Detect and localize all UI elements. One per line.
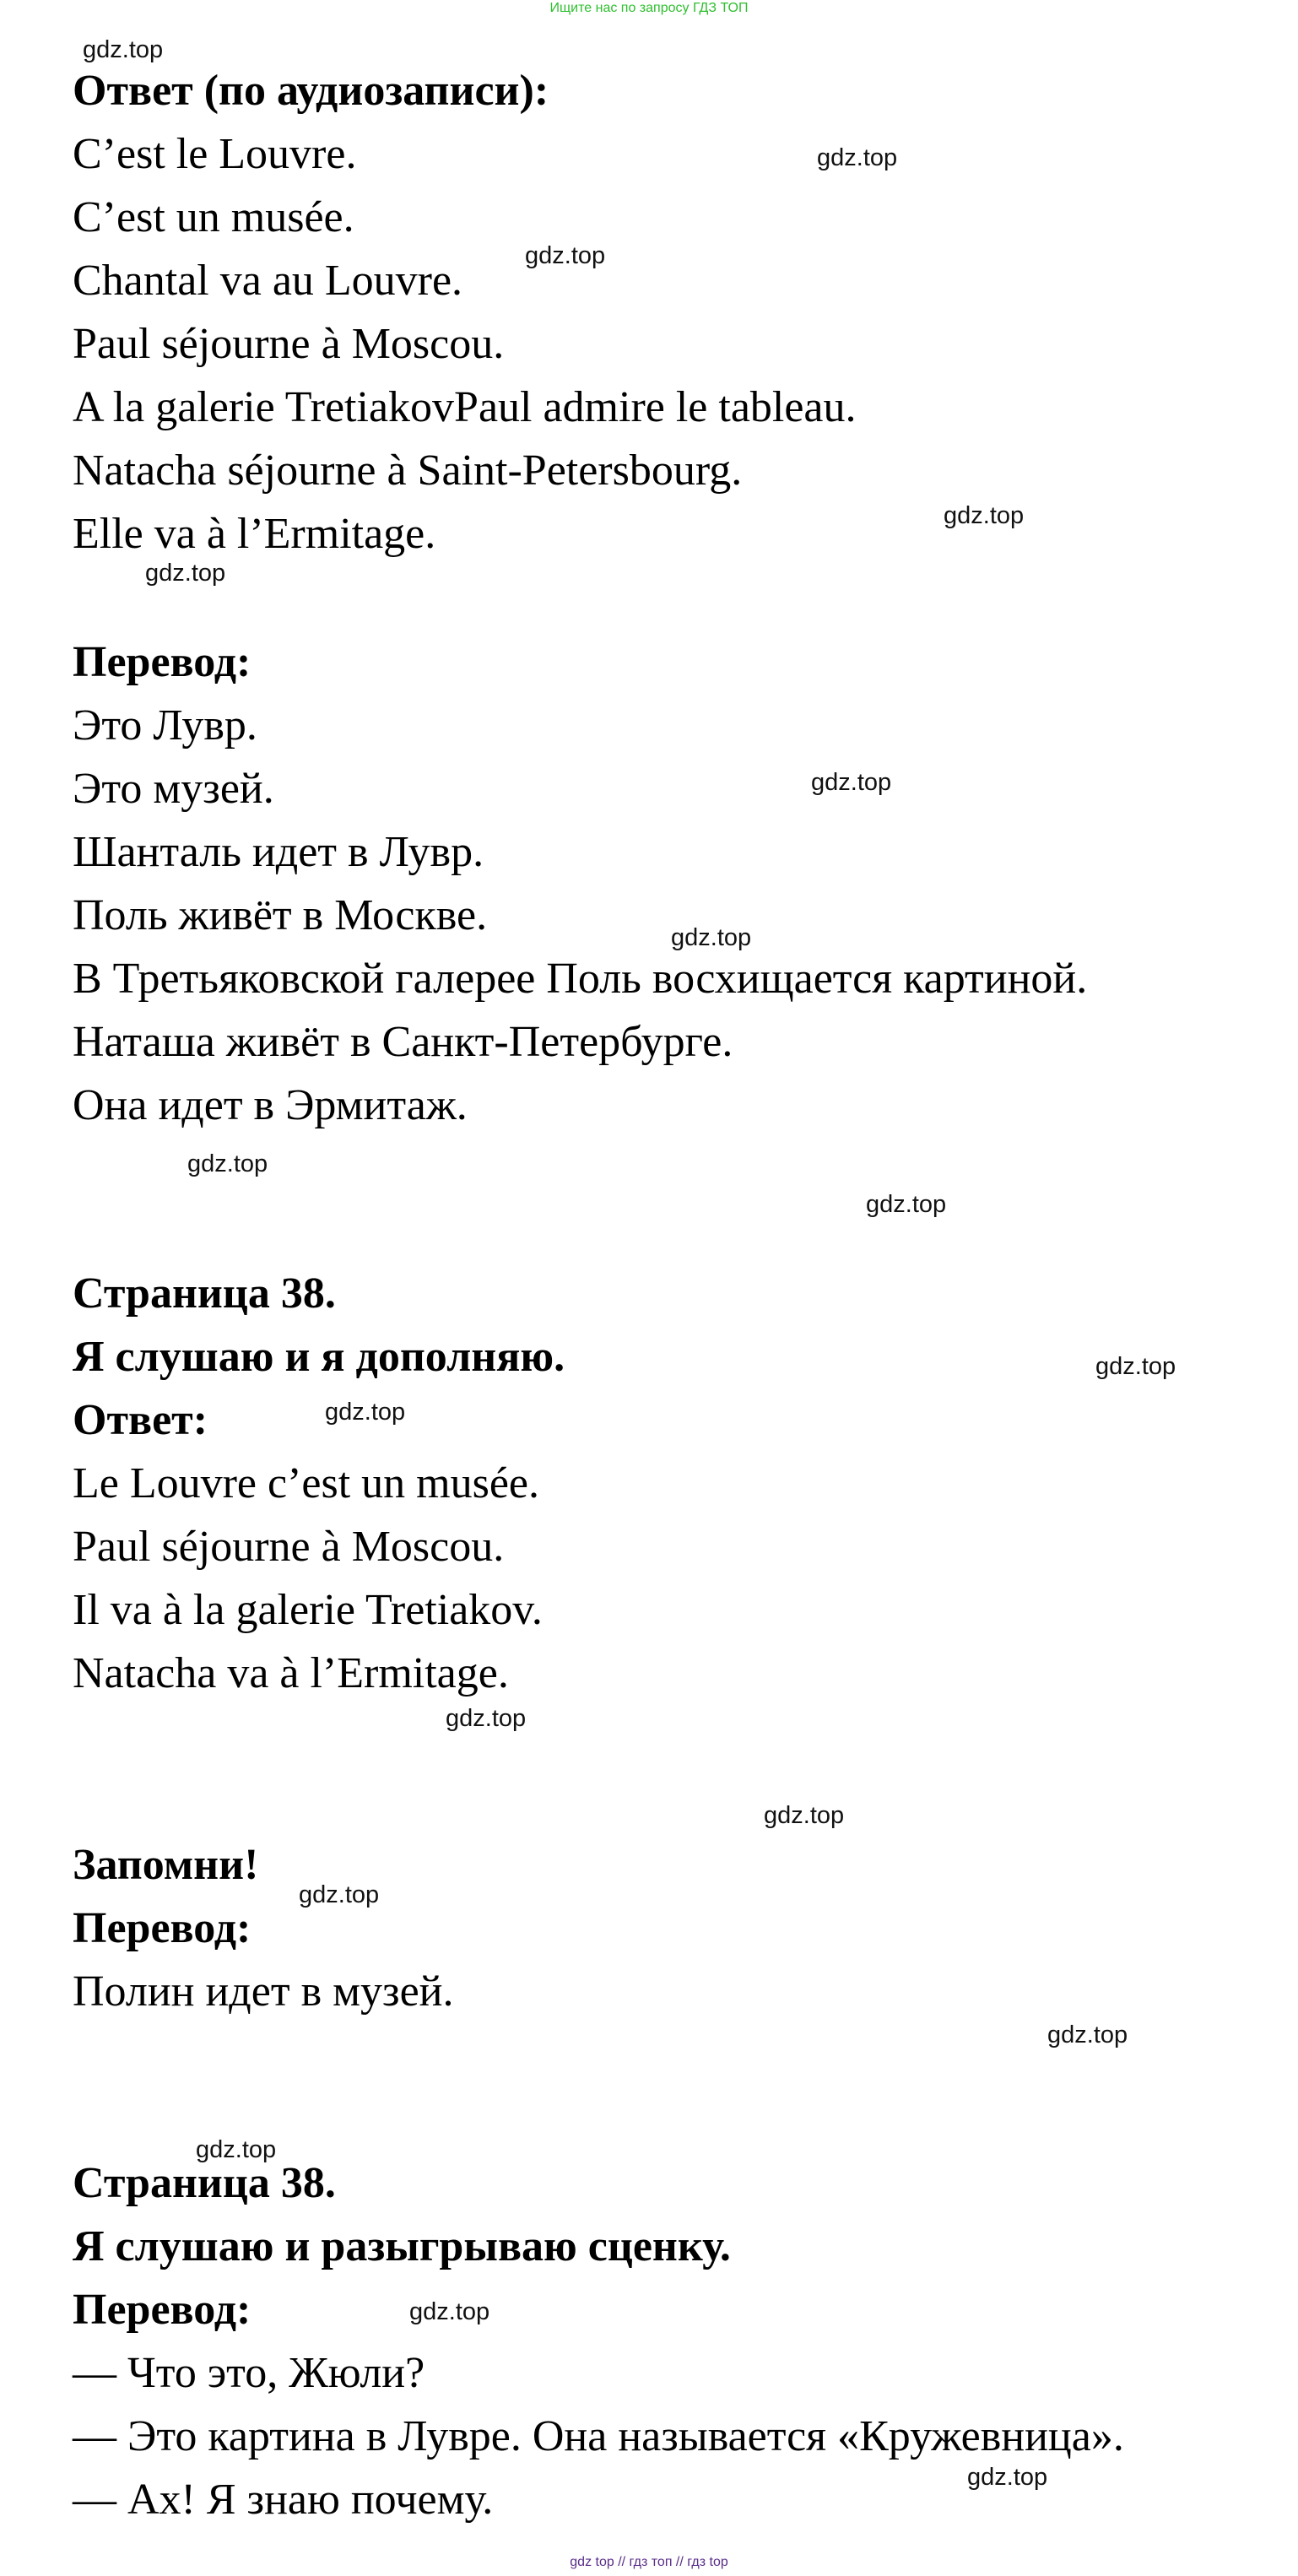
watermark: gdz.top — [446, 1705, 527, 1732]
watermark: gdz.top — [409, 2298, 490, 2325]
russian-line: Она идет в Эрмитаж. — [73, 1081, 468, 1129]
translation-heading: Перевод: — [73, 1904, 251, 1952]
dialogue-line: — Что это, Жюли? — [73, 2349, 425, 2397]
french-line: Paul séjourne à Moscou. — [73, 1523, 505, 1571]
translation-heading: Перевод: — [73, 638, 251, 686]
top-banner: Ищите нас по запросу ГДЗ ТОП — [549, 1, 749, 15]
dialogue-line: — Ах! Я знаю почему. — [73, 2476, 494, 2524]
watermark: gdz.top — [967, 2464, 1048, 2491]
russian-line: Наташа живёт в Санкт-Петербурге. — [73, 1018, 733, 1066]
french-line: Le Louvre c’est un musée. — [73, 1459, 540, 1507]
russian-line: Это Лувр. — [73, 701, 257, 750]
remember-heading: Запомни! — [73, 1841, 259, 1889]
watermark: gdz.top — [764, 1802, 845, 1829]
french-line: Paul séjourne à Moscou. — [73, 320, 505, 368]
watermark: gdz.top — [811, 769, 892, 796]
watermark: gdz.top — [325, 1399, 406, 1426]
french-line: Chantal va au Louvre. — [73, 257, 463, 305]
french-line: Natacha va à l’Ermitage. — [73, 1649, 509, 1697]
russian-line: В Третьяковской галерее Поль восхищается картиной. — [73, 955, 1088, 1003]
bottom-banner: gdz top // гдз топ // гдз top — [570, 2555, 728, 2569]
french-line: Natacha séjourne à Saint-Petersbourg. — [73, 446, 743, 495]
french-line: A la galerie TretiakovPaul admire le tableau. — [73, 383, 857, 431]
french-line: Il va à la galerie Tretiakov. — [73, 1586, 543, 1634]
watermark: gdz.top — [817, 144, 898, 171]
translation-heading: Перевод: — [73, 2286, 251, 2334]
page-number-heading: Страница 38. — [73, 1269, 336, 1318]
french-line: Elle va à l’Ermitage. — [73, 510, 436, 558]
russian-line: Шанталь идет в Лувр. — [73, 828, 484, 876]
watermark: gdz.top — [145, 560, 226, 587]
watermark: gdz.top — [1095, 1353, 1176, 1380]
russian-line: Это музей. — [73, 765, 274, 813]
watermark: gdz.top — [944, 502, 1025, 529]
answer-audio-heading: Ответ (по аудиозаписи): — [73, 67, 549, 115]
dialogue-line: — Это картина в Лувре. Она называется «Кружевница». — [73, 2412, 1124, 2460]
answer-heading: Ответ: — [73, 1396, 208, 1444]
watermark: gdz.top — [1047, 2021, 1128, 2048]
watermark: gdz.top — [866, 1191, 947, 1218]
page-number-heading: Страница 38. — [73, 2159, 336, 2207]
watermark: gdz.top — [299, 1881, 380, 1908]
watermark: gdz.top — [83, 36, 164, 63]
watermark: gdz.top — [196, 2136, 277, 2163]
exercise-title: Я слушаю и я дополняю. — [73, 1333, 565, 1381]
russian-line: Полин идет в музей. — [73, 1967, 454, 2016]
watermark: gdz.top — [525, 242, 606, 269]
french-line: C’est un musée. — [73, 193, 354, 241]
watermark: gdz.top — [187, 1150, 268, 1177]
exercise-title: Я слушаю и разыгрываю сценку. — [73, 2222, 731, 2270]
russian-line: Поль живёт в Москве. — [73, 891, 488, 939]
french-line: C’est le Louvre. — [73, 130, 357, 178]
watermark: gdz.top — [671, 924, 752, 951]
